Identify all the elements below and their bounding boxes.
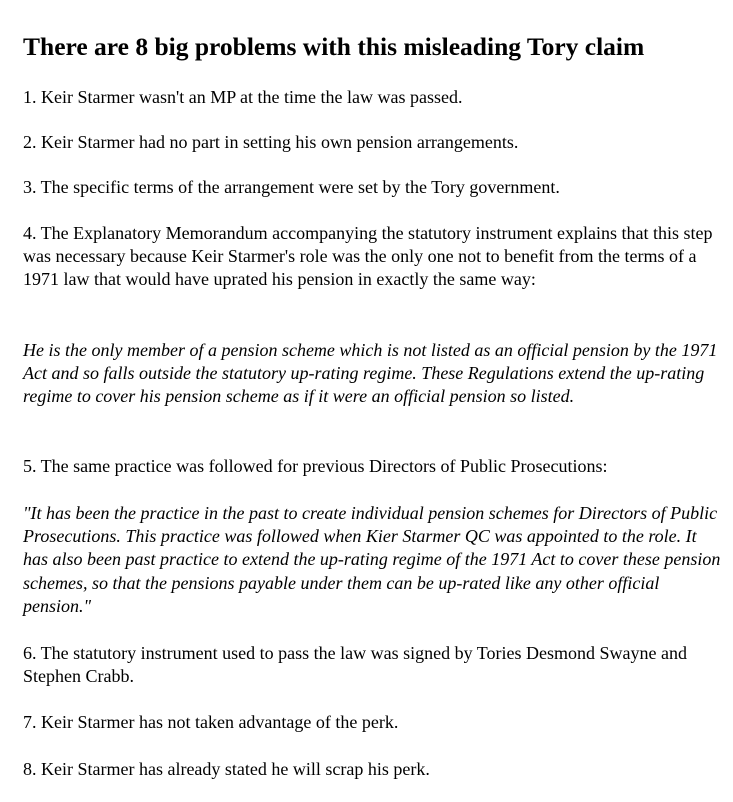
point-1: 1. Keir Starmer wasn't an MP at the time the law was passed. [23,87,463,107]
point-2: 2. Keir Starmer had no part in setting his own pension arrangements. [23,132,519,152]
point-7: 7. Keir Starmer has not taken advantage of the perk. [23,712,399,732]
point-4: 4. The Explanatory Memorandum accompanying the statutory instrument explains that this step was necessary because Keir Starmer's role was the only one not to benefit from the terms of a 1971 law that would have uprated his pension in exactly the same way: [23,223,713,290]
quote-memorandum: He is the only member of a pension scheme which is not listed as an official pension by the 1971 Act and so falls outside the statutory up-rating regime. These Regulations extend the up-rating regime to cover his pension scheme as if it were an official pension so listed. [23,340,718,407]
quote-previous-practice: "It has been the practice in the past to create individual pension schemes for Directors of Public Prosecutions. This practice was followed when Kier Starmer QC was appointed to the role. It has also been past practice to extend the up-rating regime of the 1971 Act to cover these pension schemes, so that the pensions payable under them can be up-rated like any other official pension." [23,503,721,616]
point-5: 5. The same practice was followed for previous Directors of Public Prosecutions: [23,456,608,476]
page-title: There are 8 big problems with this misleading Tory claim [23,32,645,61]
point-8: 8. Keir Starmer has already stated he will scrap his perk. [23,759,430,779]
point-6: 6. The statutory instrument used to pass the law was signed by Tories Desmond Swayne and Stephen Crabb. [23,643,687,687]
point-3: 3. The specific terms of the arrangement were set by the Tory government. [23,177,560,197]
